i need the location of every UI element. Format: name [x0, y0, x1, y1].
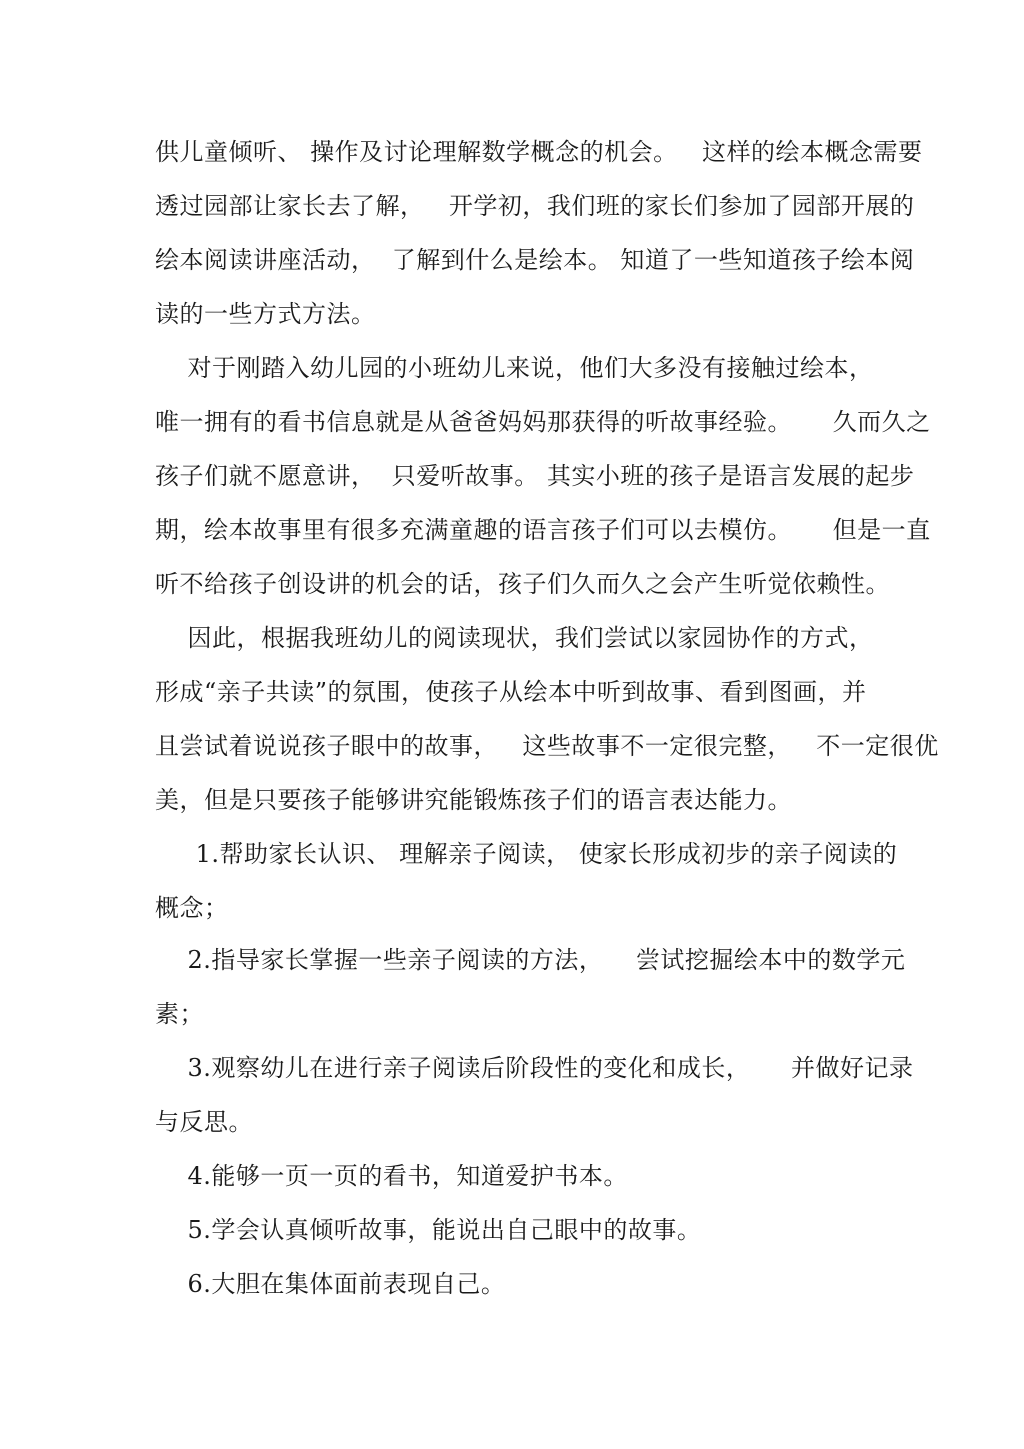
text-line: 读的一些方式方法。	[155, 300, 376, 328]
text-line: 期，绘本故事里有很多充满童趣的语言孩子们可以去模仿。 但是一直	[155, 516, 931, 544]
text-line: 对于刚踏入幼儿园的小班幼儿来说，他们大多没有接触过绘本，	[155, 354, 874, 382]
text-line: 4.能够一页一页的看书，知道爱护书本。	[155, 1162, 628, 1190]
text-line: 绘本阅读讲座活动， 了解到什么是绘本。 知道了一些知道孩子绘本阅	[155, 246, 915, 274]
text-line: 供儿童倾听、 操作及讨论理解数学概念的机会。 这样的绘本概念需要	[155, 138, 923, 166]
text-line: 美，但是只要孩子能够讲究能锻炼孩子们的语言表达能力。	[155, 786, 792, 814]
text-line: 且尝试着说说孩子眼中的故事， 这些故事不一定很完整， 不一定很优	[155, 732, 939, 760]
text-line: 3.观察幼儿在进行亲子阅读后阶段性的变化和成长， 并做好记录	[155, 1054, 914, 1082]
text-line: 概念；	[155, 894, 229, 922]
text-line: 6.大胆在集体面前表现自己。	[155, 1270, 506, 1298]
text-line: 素；	[155, 1000, 204, 1028]
text-line: 唯一拥有的看书信息就是从爸爸妈妈那获得的听故事经验。 久而久之	[155, 408, 931, 436]
text-line: 孩子们就不愿意讲， 只爱听故事。 其实小班的孩子是语言发展的起步	[155, 462, 915, 490]
text-line: 1.帮助家长认识、 理解亲子阅读， 使家长形成初步的亲子阅读的	[155, 840, 898, 868]
text-line: 形成“亲子共读”的氛围，使孩子从绘本中听到故事、看到图画，并	[155, 678, 867, 706]
text-line: 因此，根据我班幼儿的阅读现状，我们尝试以家园协作的方式，	[155, 624, 874, 652]
text-line: 听不给孩子创设讲的机会的话，孩子们久而久之会产生听觉依赖性。	[155, 570, 890, 598]
text-line: 2.指导家长掌握一些亲子阅读的方法， 尝试挖掘绘本中的数学元	[155, 946, 906, 974]
text-line: 透过园部让家长去了解， 开学初，我们班的家长们参加了园部开展的	[155, 192, 915, 220]
text-line: 5.学会认真倾听故事，能说出自己眼中的故事。	[155, 1216, 702, 1244]
text-line: 与反思。	[155, 1108, 253, 1136]
